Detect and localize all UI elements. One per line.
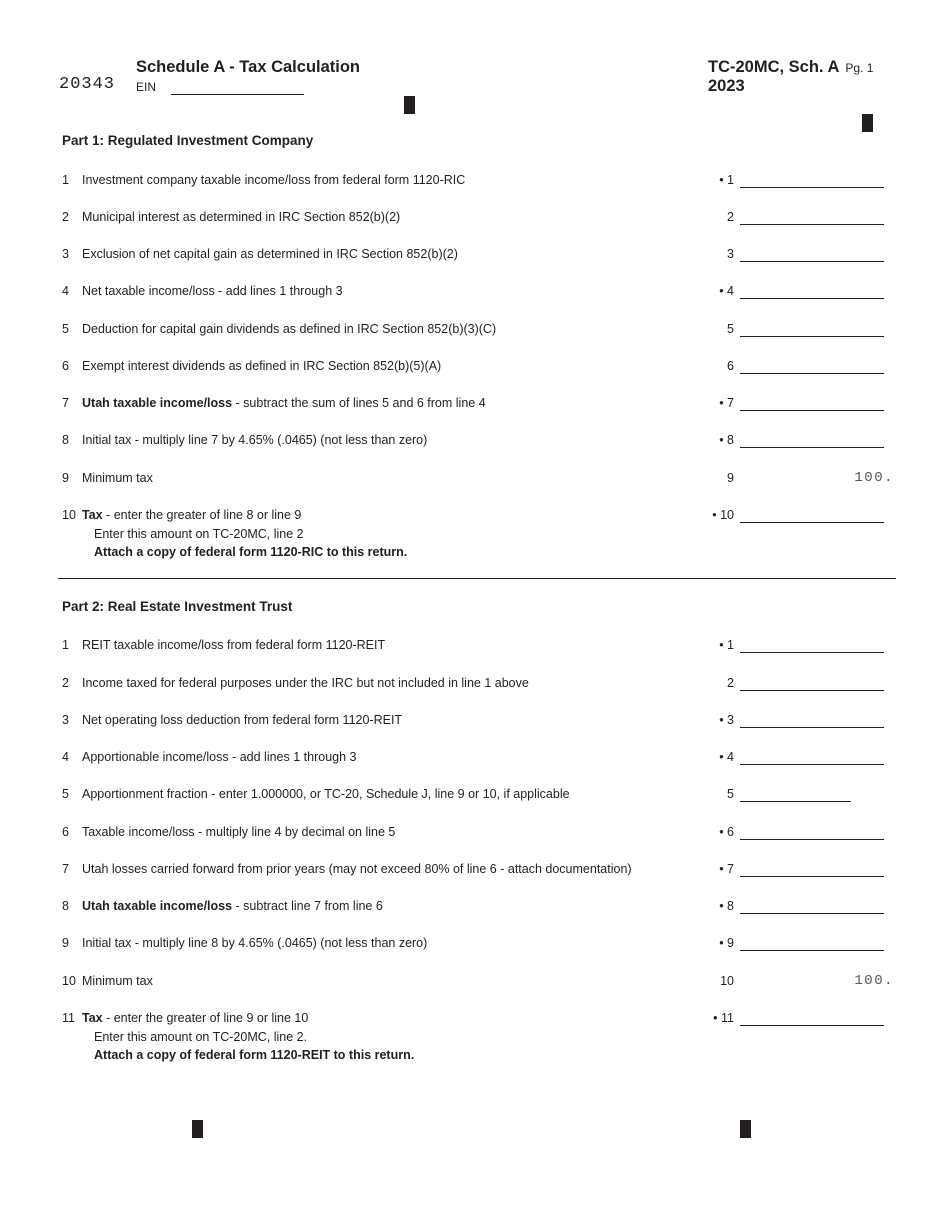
ein-field[interactable] [171,94,304,95]
line-box-label: 5 [727,322,734,336]
line-number: 9 [62,936,69,950]
line-box-label: • 7 [719,396,734,410]
part1-line-10 [0,508,950,528]
registration-mark [192,1120,203,1138]
line-description: Deduction for capital gain dividends as defined in IRC Section 852(b)(3)(C) [82,322,497,336]
part1-line-4 [0,284,950,304]
form-id [708,58,873,77]
part2-line-6-input[interactable] [740,823,884,840]
part2-line-7 [0,862,950,882]
line-number: 4 [62,284,69,298]
line-description: Net taxable income/loss - add lines 1 through 3 [82,284,343,298]
registration-mark [862,114,873,132]
line-number: 2 [62,210,69,224]
part1-line-8-input[interactable] [740,431,884,448]
line-box-label: 10 [720,974,734,988]
part2-line-8 [0,899,950,919]
line-description: Net operating loss deduction from federal form 1120-REIT [82,713,403,727]
registration-mark [740,1120,751,1138]
line-description-rest: - enter the greater of line 9 or line 10 [102,1011,309,1025]
part2-line-9-input[interactable] [740,934,884,951]
part2-line-4-input[interactable] [740,748,884,765]
minimum-tax-value: 100. [854,973,894,989]
part1-note-enter: Enter this amount on TC-20MC, line 2 [94,527,304,541]
line-box-label: • 4 [719,750,734,764]
line-description: Minimum tax [82,974,153,988]
line-description-bold: Utah taxable income/loss [82,899,233,913]
line-box-label: 6 [727,359,734,373]
line-description: Taxable income/loss - multiply line 4 by decimal on line 5 [82,825,396,839]
line-number: 8 [62,899,69,913]
line-number: 10 [62,508,76,522]
line-number: 8 [62,433,69,447]
part1-line-1 [0,173,950,193]
line-number: 4 [62,750,69,764]
line-box-label: 3 [727,247,734,261]
line-box-label: 9 [727,471,734,485]
line-description [82,508,301,522]
part2-note-enter: Enter this amount on TC-20MC, line 2. [94,1030,308,1044]
line-number: 2 [62,676,69,690]
part2-line-5-input[interactable] [740,785,851,802]
part1-line-2-input[interactable] [740,208,884,225]
line-description: Initial tax - multiply line 8 by 4.65% (.0465) (not less than zero) [82,936,428,950]
line-number: 5 [62,787,69,801]
line-box-label: • 1 [719,173,734,187]
line-description: Municipal interest as determined in IRC Section 852(b)(2) [82,210,401,224]
line-number: 11 [62,1011,75,1025]
section-divider [58,578,896,579]
form-year: 2023 [708,77,745,95]
page-number: Pg. 1 [845,61,874,75]
line-description: Apportionable income/loss - add lines 1 through 3 [82,750,357,764]
line-box-label: • 11 [713,1011,734,1025]
line-number: 10 [62,974,76,988]
line-number: 5 [62,322,69,336]
part2-line-3 [0,713,950,733]
line-description: Minimum tax [82,471,153,485]
line-box-label: • 6 [719,825,734,839]
line-box-label: • 7 [719,862,734,876]
line-description: Exempt interest dividends as defined in IRC Section 852(b)(5)(A) [82,359,442,373]
part1-line-7 [0,396,950,416]
line-box-label: • 1 [719,638,734,652]
line-number: 3 [62,713,69,727]
line-box-label: • 10 [712,508,734,522]
line-number: 3 [62,247,69,261]
part2-line-8-input[interactable] [740,897,884,914]
line-number: 1 [62,638,69,652]
part1-line-2 [0,210,950,230]
part2-line-2 [0,676,950,696]
line-number: 6 [62,825,69,839]
line-description: Apportionment fraction - enter 1.000000, or TC-20, Schedule J, line 9 or 10, if applicable [82,787,570,801]
part1-line-10-input[interactable] [740,506,884,523]
page-title: Schedule A - Tax Calculation [136,58,361,76]
part2-note-attach: Attach a copy of federal form 1120-REIT to this return. [94,1048,415,1062]
line-description: REIT taxable income/loss from federal form 1120-REIT [82,638,386,652]
registration-mark [404,96,415,114]
part2-line-9 [0,936,950,956]
form-id-text: TC-20MC, Sch. A [708,58,840,76]
part2-line-11-input[interactable] [740,1009,884,1026]
line-description: Income taxed for federal purposes under the IRC but not included in line 1 above [82,676,529,690]
line-box-label: 2 [727,676,734,690]
part2-line-10 [0,974,950,994]
line-number: 7 [62,862,69,876]
part1-title: Part 1: Regulated Investment Company [62,133,314,148]
line-description: Investment company taxable income/loss from federal form 1120-RIC [82,173,466,187]
line-number: 7 [62,396,69,410]
part1-line-4-input[interactable] [740,282,884,299]
part1-line-3-input[interactable] [740,245,884,262]
line-box-label: • 3 [719,713,734,727]
part1-line-3 [0,247,950,267]
line-box-label: • 8 [719,433,734,447]
part1-line-9 [0,471,950,491]
minimum-tax-value: 100. [854,470,894,486]
part1-line-8 [0,433,950,453]
part1-line-6 [0,359,950,379]
line-number: 1 [62,173,69,187]
line-box-label: • 9 [719,936,734,950]
line-description [82,899,383,913]
part2-line-4 [0,750,950,770]
line-description: Utah losses carried forward from prior years (may not exceed 80% of line 6 - attach documentation) [82,862,632,876]
part1-line-5 [0,322,950,342]
line-box-label: • 8 [719,899,734,913]
line-description: Initial tax - multiply line 7 by 4.65% (.0465) (not less than zero) [82,433,428,447]
part2-line-2-input[interactable] [740,674,884,691]
line-number: 9 [62,471,69,485]
line-box-label: • 4 [719,284,734,298]
part2-line-1-input[interactable] [740,636,884,653]
part1-line-5-input[interactable] [740,320,884,337]
line-description [82,396,486,410]
line-description-bold: Utah taxable income/loss [82,396,233,410]
part2-line-6 [0,825,950,845]
part2-line-7-input[interactable] [740,860,884,877]
part1-note-attach: Attach a copy of federal form 1120-RIC to this return. [94,545,408,559]
part2-line-1 [0,638,950,658]
line-description-bold: Tax [82,508,103,522]
ein-label: EIN [136,80,157,94]
part2-line-3-input[interactable] [740,711,884,728]
line-description-bold: Tax [82,1011,103,1025]
part2-title: Part 2: Real Estate Investment Trust [62,599,293,614]
line-box-label: 5 [727,787,734,801]
line-description-rest: - subtract the sum of lines 5 and 6 from line 4 [232,396,486,410]
line-box-label: 2 [727,210,734,224]
line-description [82,1011,308,1025]
line-description-rest: - subtract line 7 from line 6 [232,899,383,913]
line-description-rest: - enter the greater of line 8 or line 9 [102,508,302,522]
form-code: 20343 [59,75,116,94]
line-number: 6 [62,359,69,373]
part2-line-5 [0,787,950,807]
line-description: Exclusion of net capital gain as determined in IRC Section 852(b)(2) [82,247,458,261]
part2-line-11 [0,1011,950,1031]
part1-line-7-input[interactable] [740,394,884,411]
part1-line-1-input[interactable] [740,171,884,188]
part1-line-6-input[interactable] [740,357,884,374]
